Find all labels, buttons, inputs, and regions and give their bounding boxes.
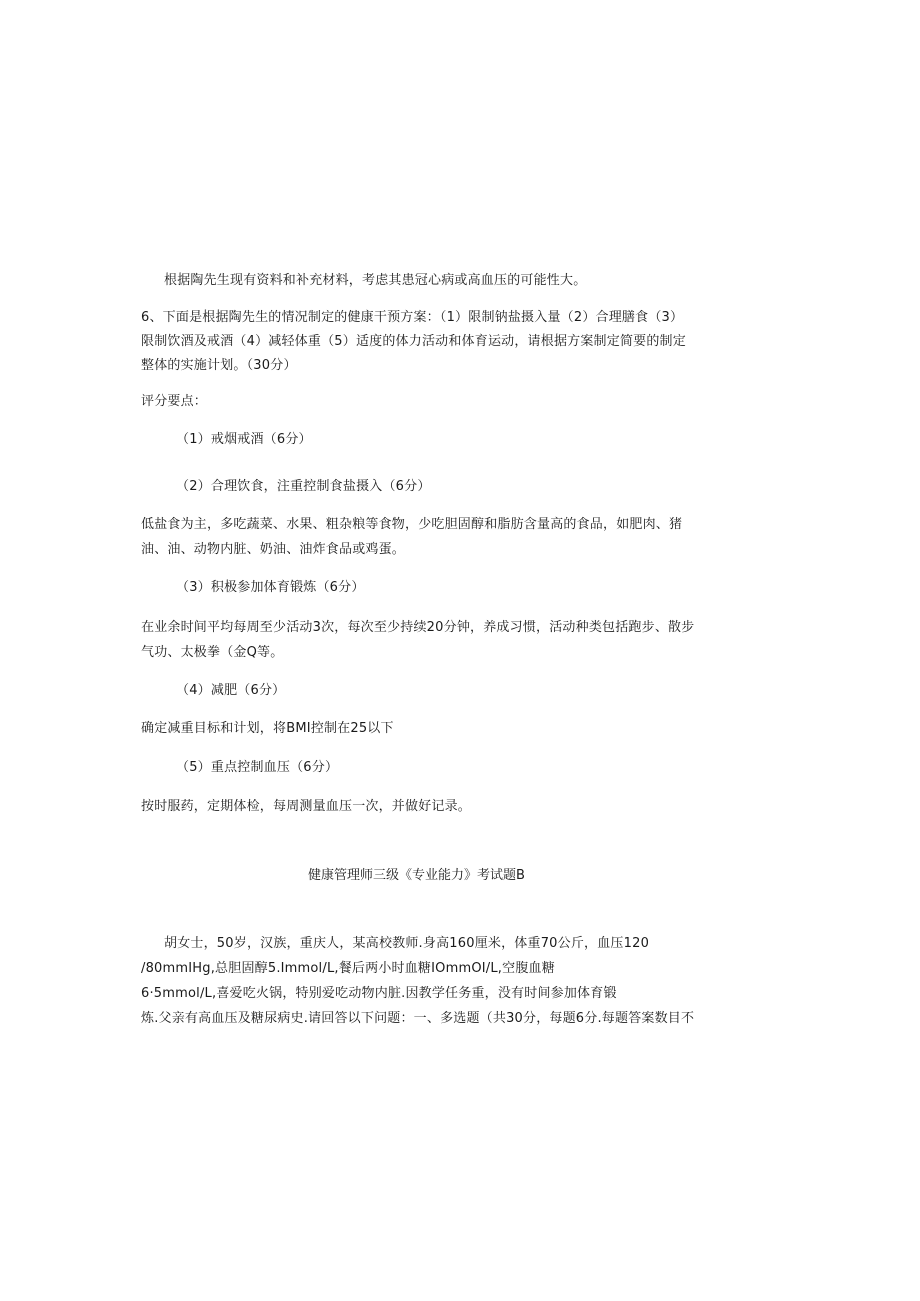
point-2-detail-line-1: 低盐食为主，多吃蔬菜、水果、粗杂粮等食物，少吃胆固醇和脂肪含量高的食品，如肥肉、猪 [141, 517, 683, 532]
exam-title: 健康管理师三级《专业能力》考试题B [308, 868, 525, 883]
case-line-2: /80mmIHg,总胆固醇5.Immol/L,餐后两小时血糖IOmmOI/L,空腹血糖 [141, 961, 555, 976]
point-3-detail-line-1: 在业余时间平均每周至少活动3次，每次至少持续20分钟，养成习惯，活动种类包括跑步、散步 [141, 620, 695, 635]
intro-paragraph: 根据陶先生现有资料和补充材料，考虑其患冠心病或高血压的可能性大。 [164, 273, 587, 288]
point-5-heading: （5）重点控制血压（6分） [176, 760, 339, 775]
point-5-detail: 按时服药，定期体检，每周测量血压一次，并做好记录。 [141, 799, 472, 814]
point-4-detail: 确定减重目标和计划，将BMI控制在25以下 [141, 721, 394, 736]
point-2-detail-line-2: 油、油、动物内脏、奶油、油炸食品或鸡蛋。 [141, 542, 406, 557]
point-1-heading: （1）戒烟戒酒（6分） [176, 432, 312, 447]
point-4-heading: （4）减肥（6分） [176, 683, 286, 698]
case-line-4: 炼.父亲有高血压及糖尿病史.请回答以下问题：一、多选题（共30分，每题6分.每题答案数目不 [141, 1011, 695, 1026]
scoring-label: 评分要点： [141, 394, 208, 409]
question-6-line-3: 整体的实施计划。（30分） [141, 358, 297, 373]
question-6-line-2: 限制饮酒及戒酒（4）减轻体重（5）适度的体力活动和体育运动，请根据方案制定简要的制定 [141, 334, 686, 349]
point-3-detail-line-2: 气功、太极拳（金Q等。 [141, 645, 284, 660]
point-3-heading: （3）积极参加体育锻炼（6分） [176, 580, 365, 595]
case-line-1: 胡女士，50岁，汉族，重庆人，某高校教师.身高160厘米，体重70公斤，血压120 [164, 936, 650, 951]
case-line-3: 6·5mmol∕L,喜爱吃火锅，特别爱吃动物内脏.因教学任务重，没有时间参加体育锻 [141, 986, 617, 1001]
point-2-heading: （2）合理饮食，注重控制食盐摄入（6分） [176, 479, 431, 494]
question-6-line-1: 6、下面是根据陶先生的情况制定的健康干预方案：（1）限制钠盐摄入量（2）合理膳食（3） [141, 310, 684, 325]
